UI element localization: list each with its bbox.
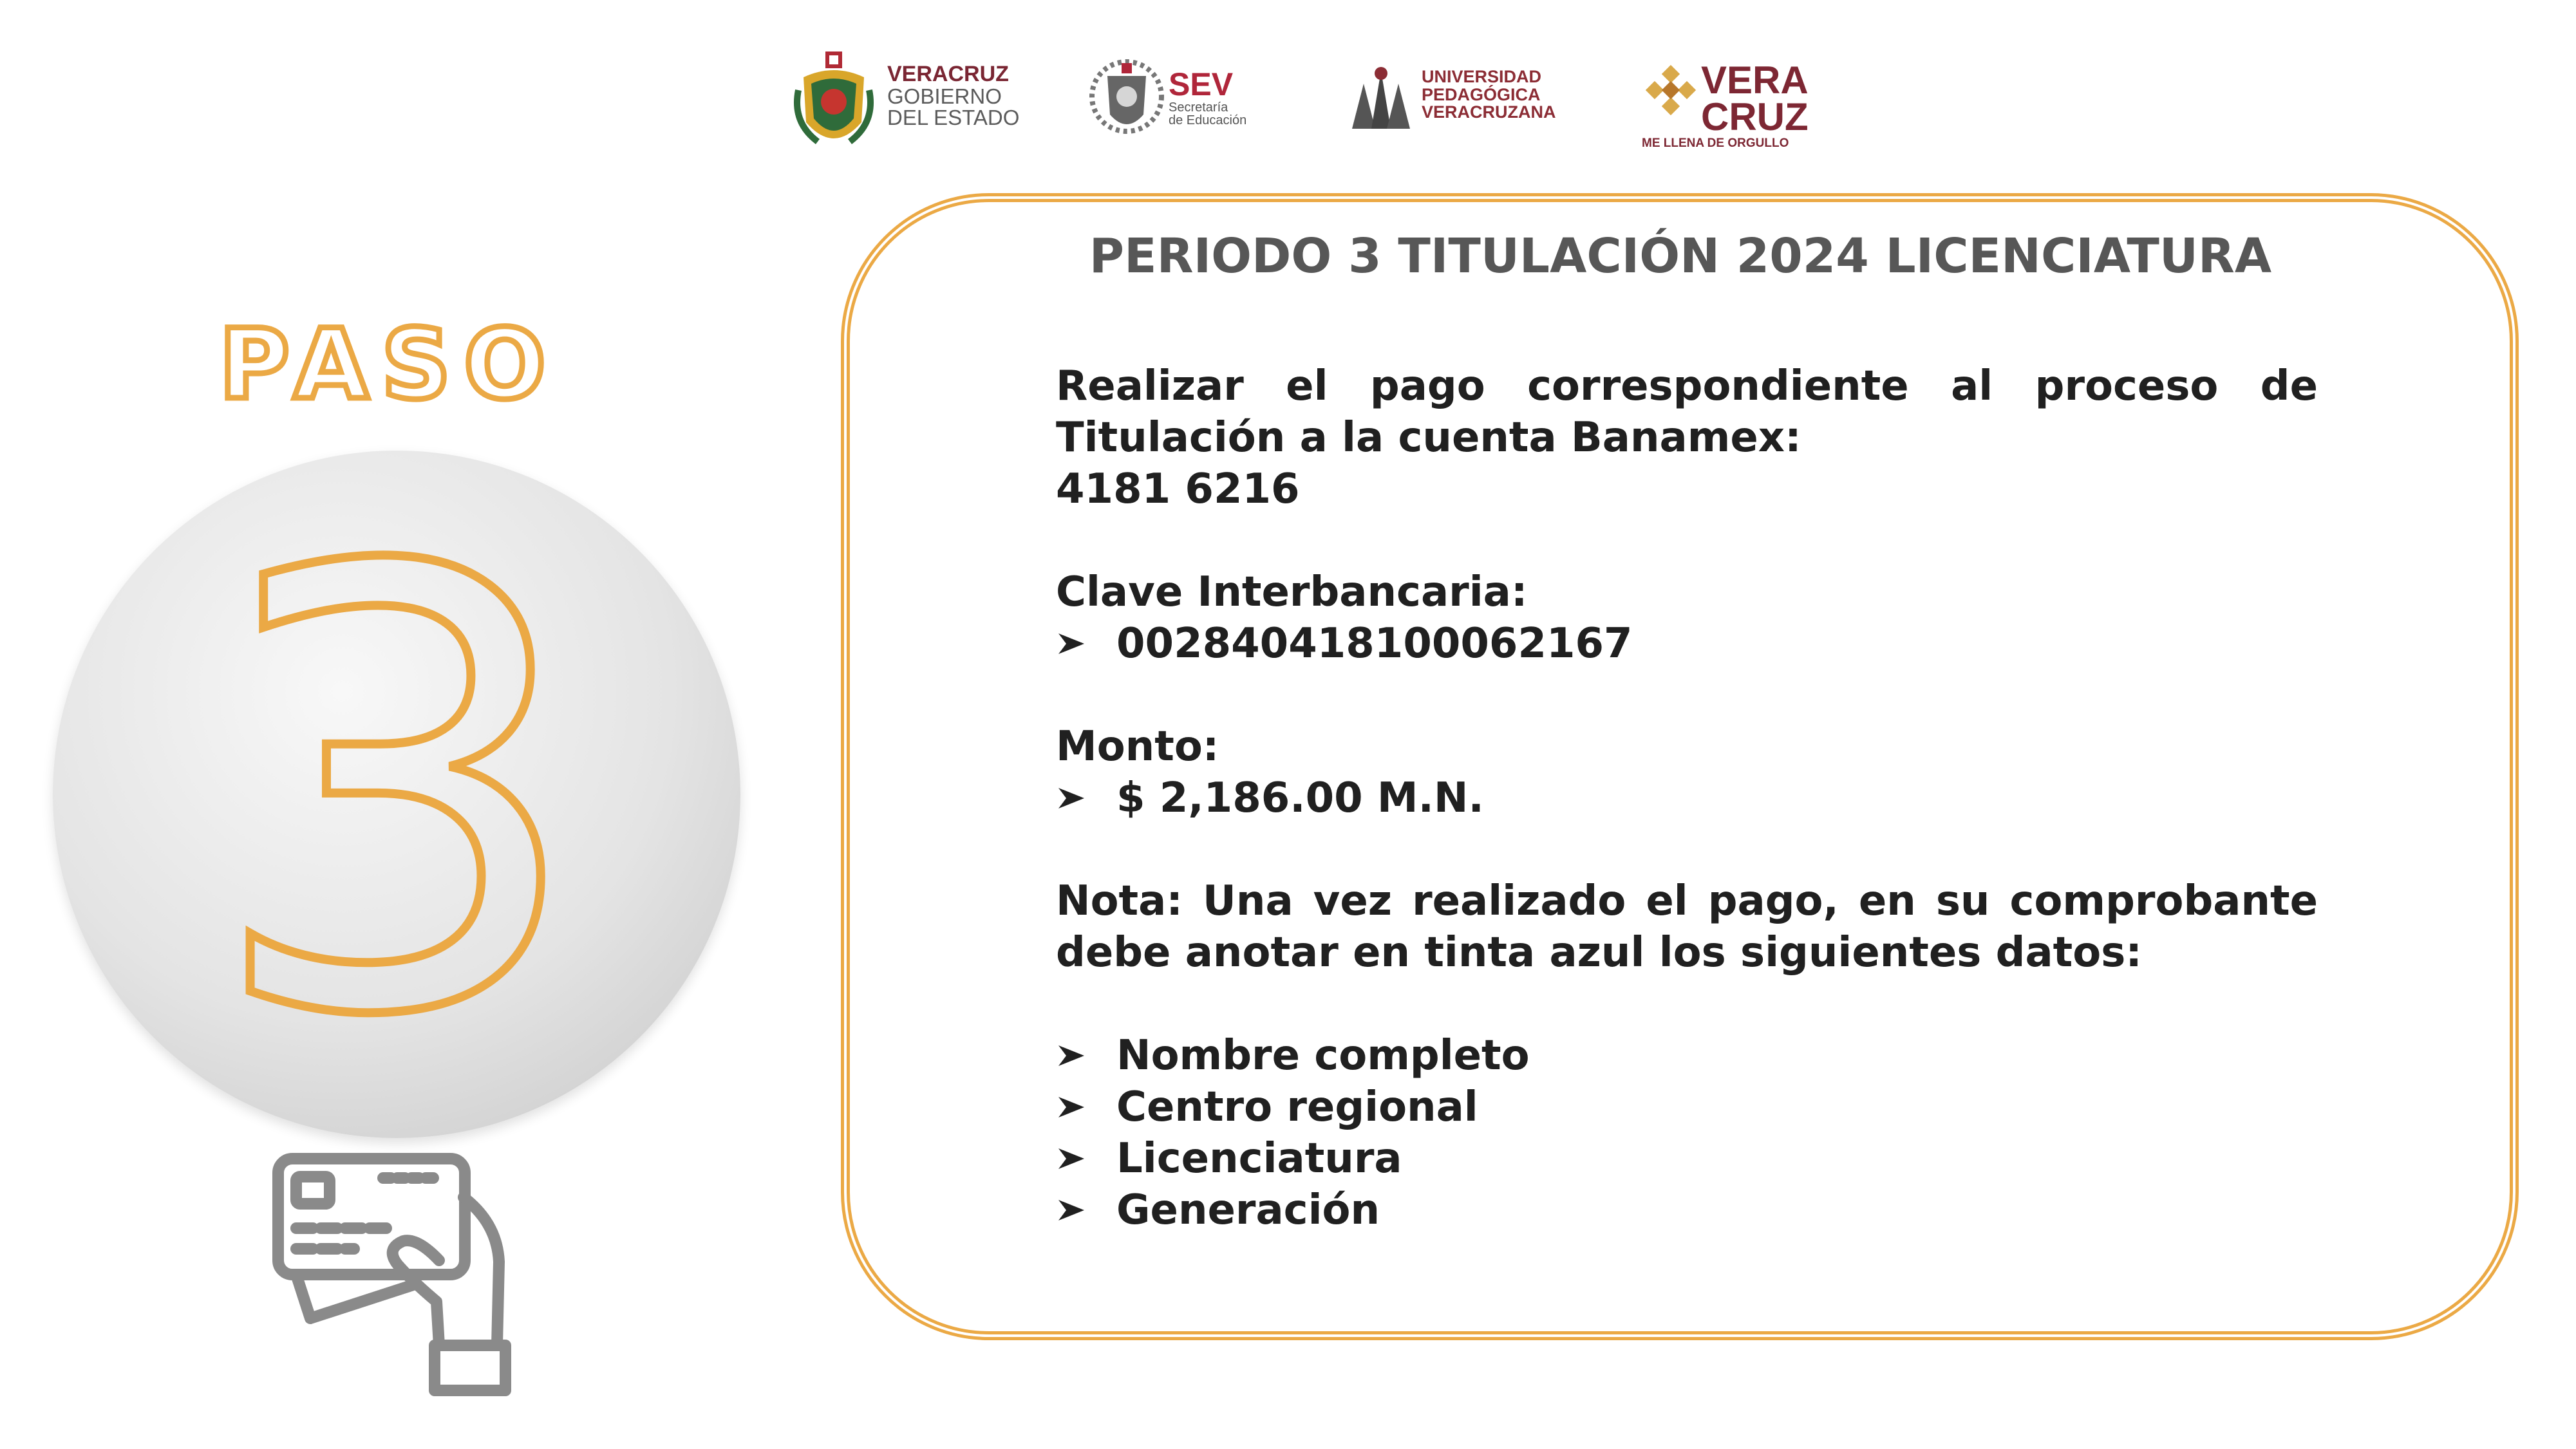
list-item-label: Generación (1116, 1186, 1380, 1234)
arrow-bullet-icon (1056, 1197, 1116, 1223)
sev-logo-line2: de Educación (1169, 113, 1247, 128)
gov-logo-line2: GOBIERNO (887, 84, 1002, 108)
upv-logo (1346, 50, 1565, 160)
sev-logo-name: SEV (1169, 66, 1234, 102)
payment-intro: Realizar el pago correspondiente al proceso de Titulación a la cuenta Banamex: (1056, 362, 2318, 462)
veracruz-logo-tagline: ME LLENA DE ORGULLO (1642, 136, 1789, 150)
card-payment-icon (270, 1152, 515, 1397)
gov-logo-line1: VERACRUZ (887, 62, 1009, 86)
panel-content (1056, 360, 2318, 1236)
arrow-bullet-icon (1056, 1146, 1116, 1172)
arrow-bullet-icon (1056, 1094, 1116, 1120)
amount-item (1056, 772, 2318, 824)
upv-logo-line3: VERACRUZANA (1422, 102, 1556, 122)
amount-value: $ 2,186.00 M.N. (1116, 774, 1484, 822)
arrow-bullet-icon (1056, 1043, 1116, 1069)
coat-of-arms-icon (792, 51, 876, 154)
step-label-text: PASO (219, 309, 559, 421)
step-number (53, 451, 740, 1138)
upv-logo-line2: PEDAGÓGICA (1422, 84, 1541, 104)
step-number-text: 3 (203, 451, 590, 1138)
step-label (219, 309, 579, 421)
gov-logo-line3: DEL ESTADO (887, 106, 1020, 130)
list-item (1056, 1081, 2318, 1133)
arrow-bullet-icon (1056, 785, 1116, 811)
upv-logo-line1: UNIVERSIDAD (1422, 67, 1542, 86)
list-item-label: Licenciatura (1116, 1135, 1402, 1183)
list-item-label: Centro regional (1116, 1083, 1478, 1131)
list-item (1056, 1184, 2318, 1236)
arrow-bullet-icon (1056, 631, 1116, 657)
note-text: Nota: Una vez realizado el pago, en su comprobante debe anotar en tinta azul los siguientes datos: (1056, 877, 2318, 977)
sev-logo (1088, 50, 1275, 160)
knot-pattern-icon (1642, 64, 1700, 122)
clabe-value: 002840418100062167 (1116, 620, 1633, 668)
clabe-label: Clave Interbancaria: (1056, 568, 1528, 616)
seal-icon (1088, 57, 1165, 147)
panel-title: PERIODO 3 TITULACIÓN 2024 LICENCIATURA (1089, 229, 2272, 284)
header-logos (792, 50, 1809, 160)
upv-emblem-icon (1346, 64, 1416, 142)
account-number: 4181 6216 (1056, 465, 1300, 513)
list-item (1056, 1030, 2318, 1081)
list-item (1056, 1133, 2318, 1184)
veracruz-logo-line1: VERA (1701, 59, 1809, 102)
veracruz-logo-line2: CRUZ (1701, 95, 1809, 138)
veracruz-orgullo-logo (1642, 50, 1809, 160)
clabe-item (1056, 618, 2318, 669)
list-item-label: Nombre completo (1116, 1032, 1530, 1080)
amount-label: Monto: (1056, 723, 1219, 771)
sev-logo-line1: Secretaría (1169, 100, 1228, 115)
gobierno-veracruz-logo (792, 50, 1024, 160)
